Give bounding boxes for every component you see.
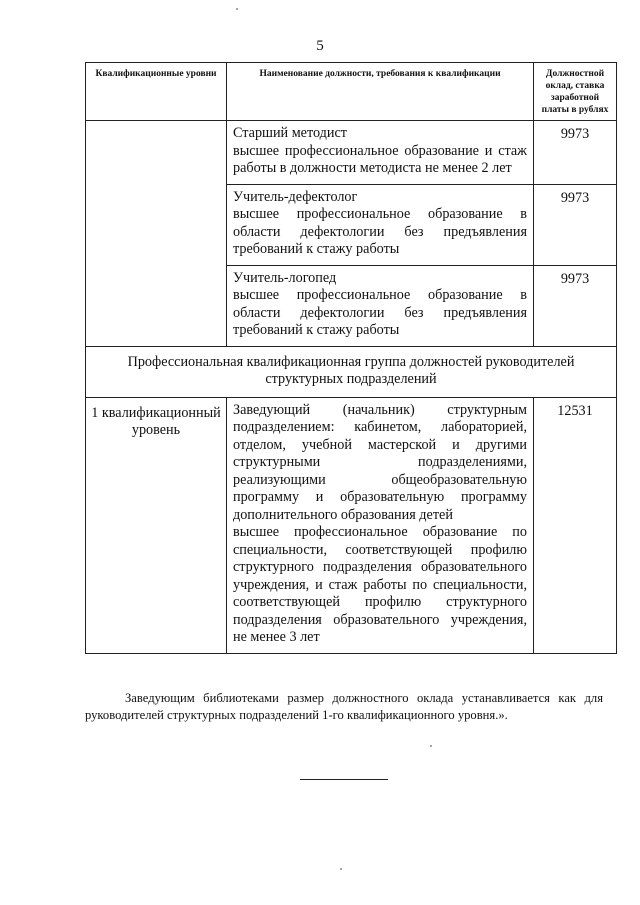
table-row xyxy=(86,397,617,653)
header-salary: Должностной оклад, ставка заработной платы в рублях xyxy=(534,63,617,121)
salary-cell: 9973 xyxy=(534,121,617,185)
table-row xyxy=(86,121,617,185)
scan-speck xyxy=(430,745,432,747)
position-requirements: высшее профессиональное образование в области дефектологии без предъявления требований к стажу работы xyxy=(233,206,527,257)
salary-cell: 9973 xyxy=(534,184,617,265)
scan-speck xyxy=(236,8,238,10)
position-cell xyxy=(227,397,534,653)
position-title: Учитель-логопед xyxy=(233,269,337,286)
group-heading: Профессиональная квалификационная группа должностей руководителей структурных подразделений xyxy=(86,346,617,397)
position-requirements: высшее профессиональное образование по специальности, соответствующей профилю структурного подразделения образовательного учреждения, и стаж работы по специальности, соответствующей профилю структурного подразделения образовательного учреждения, не менее 3 лет xyxy=(233,524,527,645)
salary-table xyxy=(85,62,617,654)
header-position: Наименование должности, требования к квалификации xyxy=(227,63,534,121)
group-heading-row xyxy=(86,346,617,397)
footnote: Заведующим библиотеками размер должностного оклада устанавливается как для руководителей структурных подразделений 1-го квалификационного уровня.». xyxy=(85,691,603,722)
position-requirements: высшее профессиональное образование в области дефектологии без предъявления требований к стажу работы xyxy=(233,287,527,338)
table-header-row xyxy=(86,63,617,121)
header-levels: Квалификационные уровни xyxy=(86,63,227,121)
position-requirements: высшее профессиональное образование и стаж работы в должности методиста не менее 2 лет xyxy=(233,142,527,176)
page-number: 5 xyxy=(316,38,324,54)
salary-cell: 12531 xyxy=(534,397,617,653)
end-rule xyxy=(300,779,388,780)
position-title: Учитель-дефектолог xyxy=(233,188,358,205)
level-cell-empty xyxy=(86,121,227,347)
position-cell xyxy=(227,265,534,346)
position-cell xyxy=(227,184,534,265)
salary-cell: 9973 xyxy=(534,265,617,346)
position-cell xyxy=(227,121,534,185)
level-cell: 1 квалификационный уровень xyxy=(86,397,227,653)
position-title: Старший методист xyxy=(233,125,347,141)
scan-speck xyxy=(340,868,342,870)
position-description: Заведующий (начальник) структурным подразделением: кабинетом, лабораторией, отделом, учебной мастерской и другими структурными подразделениями, реализующими общеобразовательную программу и образовательную программу дополнительного образования детей xyxy=(233,401,527,523)
